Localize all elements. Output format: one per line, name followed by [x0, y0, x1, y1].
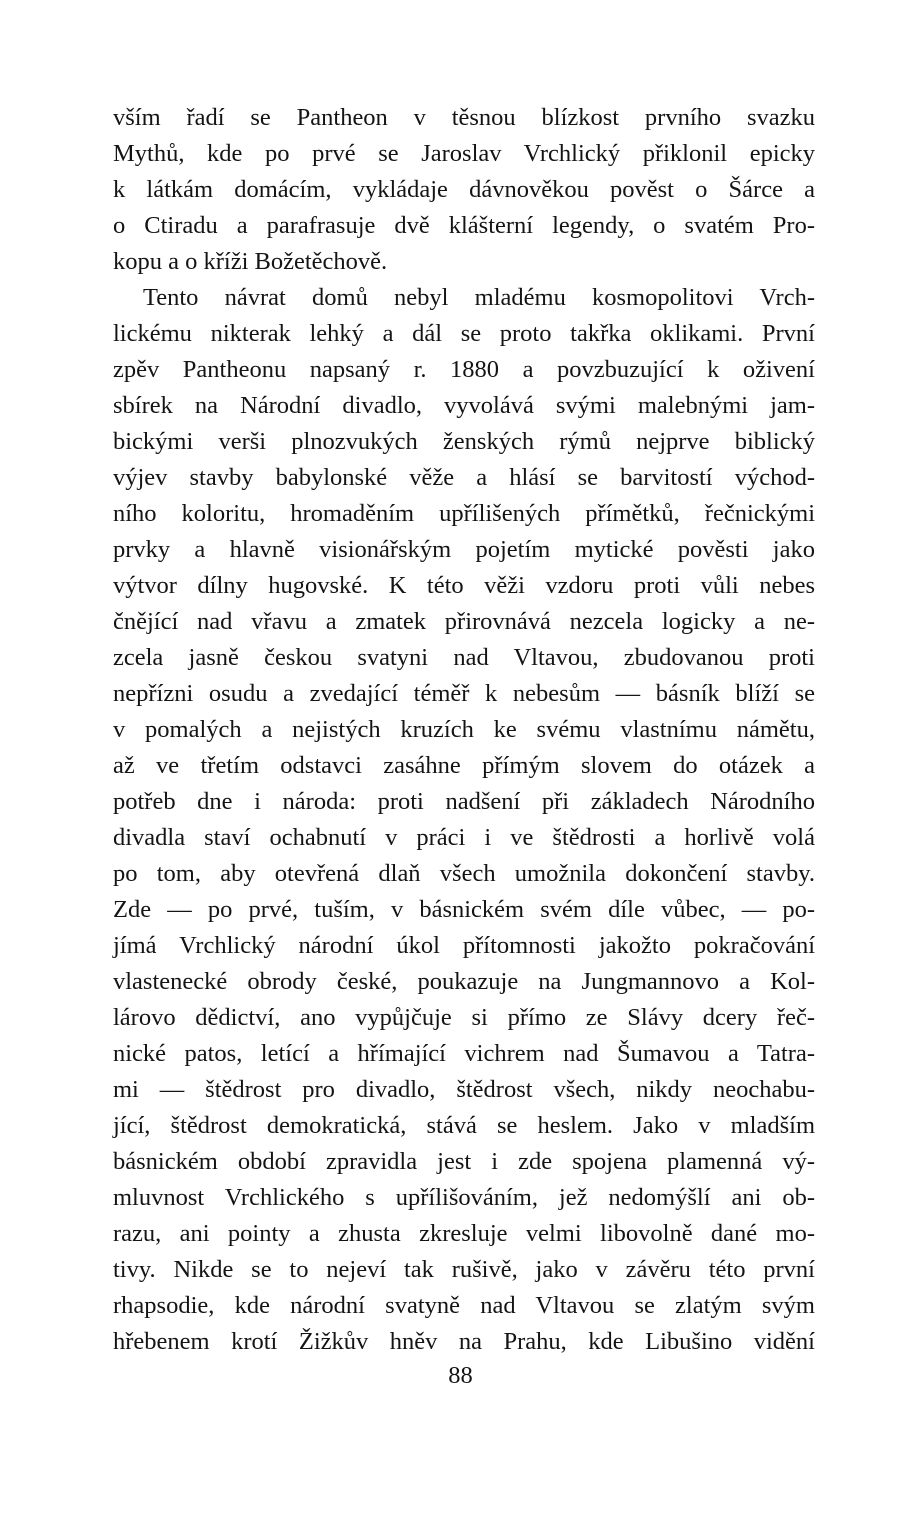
text-line: vlastenecké obrody české, poukazuje na Jungmannovo a Kol- — [113, 968, 815, 995]
text-line: kopu a o kříži Božetěchově. — [113, 248, 388, 275]
text-line: nepřízni osudu a zvedající téměř k nebesům — básník blíží se — [113, 680, 815, 707]
text-line: zcela jasně českou svatyni nad Vltavou, zbudovanou proti — [113, 644, 815, 671]
text-line: zpěv Pantheonu napsaný r. 1880 a povzbuzující k oživení — [113, 356, 815, 383]
text-line: potřeb dne i národa: proti nadšení při základech Národního — [113, 788, 815, 815]
text-line: bickými verši plnozvukých ženských rýmů nejprve biblický — [113, 428, 815, 455]
text-line: výtvor dílny hugovské. K této věži vzdoru proti vůli nebes — [113, 572, 815, 599]
text-line: vším řadí se Pantheon v těsnou blízkost prvního svazku — [113, 104, 815, 131]
text-line: sbírek na Národní divadlo, vyvolává svými malebnými jam- — [113, 392, 815, 419]
text-line: jící, štědrost demokratická, stává se heslem. Jako v mladším — [113, 1112, 815, 1139]
text-line: nické patos, letící a hřímající vichrem nad Šumavou a Tatra- — [113, 1040, 815, 1067]
text-line: lárovo dědictví, ano vypůjčuje si přímo ze Slávy dcery řeč- — [113, 1004, 815, 1031]
text-line: Mythů, kde po prvé se Jaroslav Vrchlický přiklonil epicky — [113, 140, 815, 167]
body-text — [113, 100, 815, 1360]
text-line: výjev stavby babylonské věže a hlásí se barvitostí východ- — [113, 464, 815, 491]
text-line: až ve třetím odstavci zasáhne přímým slovem do otázek a — [113, 752, 815, 779]
text-line: mi — štědrost pro divadlo, štědrost všech, nikdy neochabu- — [113, 1076, 815, 1103]
text-line: Zde — po prvé, tuším, v básnickém svém díle vůbec, — po- — [113, 896, 815, 923]
text-line: lickému nikterak lehký a dál se proto takřka oklikami. První — [113, 320, 815, 347]
text-line: čnějící nad vřavu a zmatek přirovnává nezcela logicky a ne- — [113, 608, 815, 635]
text-line: prvky a hlavně visionářským pojetím mytické pověsti jako — [113, 536, 815, 563]
text-line: básnickém období zpravidla jest i zde spojena plamenná vý- — [113, 1148, 815, 1175]
text-line: o Ctiradu a parafrasuje dvě klášterní legendy, o svatém Pro- — [113, 212, 815, 239]
text-line: mluvnost Vrchlického s upřílišováním, jež nedomýšlí ani ob- — [113, 1184, 815, 1211]
text-line: k látkám domácím, vykládaje dávnověkou pověst o Šárce a — [113, 176, 815, 203]
text-line: hřebenem krotí Žižkův hněv na Prahu, kde Libušino vidění — [113, 1328, 815, 1355]
text-line: divadla staví ochabnutí v práci i ve štědrosti a horlivě volá — [113, 824, 815, 851]
text-line: jímá Vrchlický národní úkol přítomnosti jakožto pokračování — [113, 932, 815, 959]
text-line: rhapsodie, kde národní svatyně nad Vltavou se zlatým svým — [113, 1292, 815, 1319]
text-line: tivy. Nikde se to nejeví tak rušivě, jako v závěru této první — [113, 1256, 815, 1283]
paragraph-start-line: Tento návrat domů nebyl mladému kosmopolitovi Vrch- — [143, 284, 815, 311]
text-line: razu, ani pointy a zhusta zkresluje velmi libovolně dané mo- — [113, 1220, 815, 1247]
text-line: ního koloritu, hromaděním upřílišených přímětků, řečnickými — [113, 500, 815, 527]
text-line: v pomalých a nejistých kruzích ke svému vlastnímu námětu, — [113, 716, 815, 743]
page-number: 88 — [448, 1362, 473, 1389]
text-line: po tom, aby otevřená dlaň všech umožnila dokončení stavby. — [113, 860, 815, 887]
